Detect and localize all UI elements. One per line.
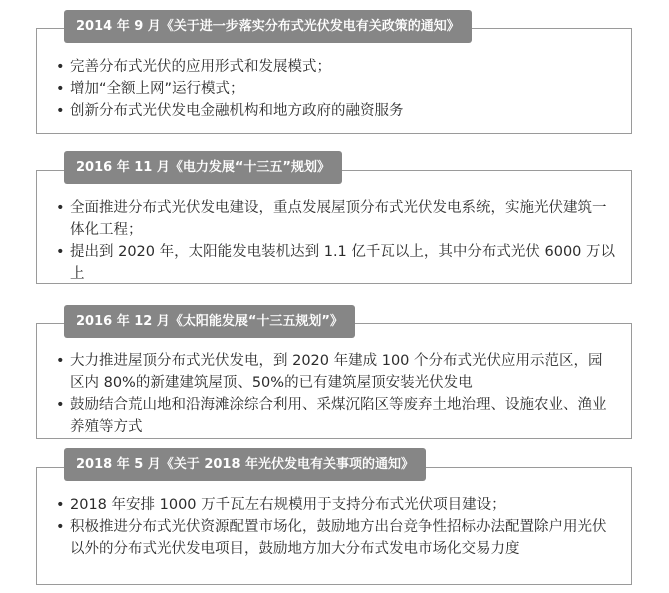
list-item: • 全面推进分布式光伏发电建设，重点发展屋顶分布式光伏发电系统，实施光伏建筑一体化工程； [56,197,616,241]
list-item: • 大力推进屋顶分布式光伏发电，到 2020 年建成 100 个分布式光伏应用示范区，园区内 80%的新建建筑屋顶、50%的已有建筑屋顶安装光伏发电 [56,350,616,394]
list-item: • 积极推进分布式光伏资源配置市场化，鼓励地方出台竞争性招标办法配置除户用光伏以外的分布式光伏发电项目，鼓励地方加大分布式发电市场化交易力度 [56,516,616,560]
section-header: 2018 年 5 月《关于 2018 年光伏发电有关事项的通知》 [64,448,426,481]
list-item: • 增加“全额上网”运行模式； [56,78,616,100]
section-header: 2016 年 11 月《电力发展“十三五”规划》 [64,151,342,184]
list-item: • 2018 年安排 1000 万千瓦左右规模用于支持分布式光伏项目建设； [56,494,616,516]
list-item: • 创新分布式光伏发电金融机构和地方政府的融资服务 [56,100,616,122]
section-header: 2014 年 9 月《关于进一步落实分布式光伏发电有关政策的通知》 [64,10,472,43]
section-items [56,197,616,285]
section-items [56,350,616,438]
list-item: • 提出到 2020 年，太阳能发电装机达到 1.1 亿千瓦以上，其中分布式光伏 6000 万以上 [56,241,616,285]
section-items [56,494,616,560]
list-item: • 鼓励结合荒山地和沿海滩涂综合利用、采煤沉陷区等废弃土地治理、设施农业、渔业养殖等方式 [56,394,616,438]
section-header: 2016 年 12 月《太阳能发展“十三五规划”》 [64,305,355,338]
list-item: • 完善分布式光伏的应用形式和发展模式； [56,56,616,78]
section-items [56,56,616,122]
